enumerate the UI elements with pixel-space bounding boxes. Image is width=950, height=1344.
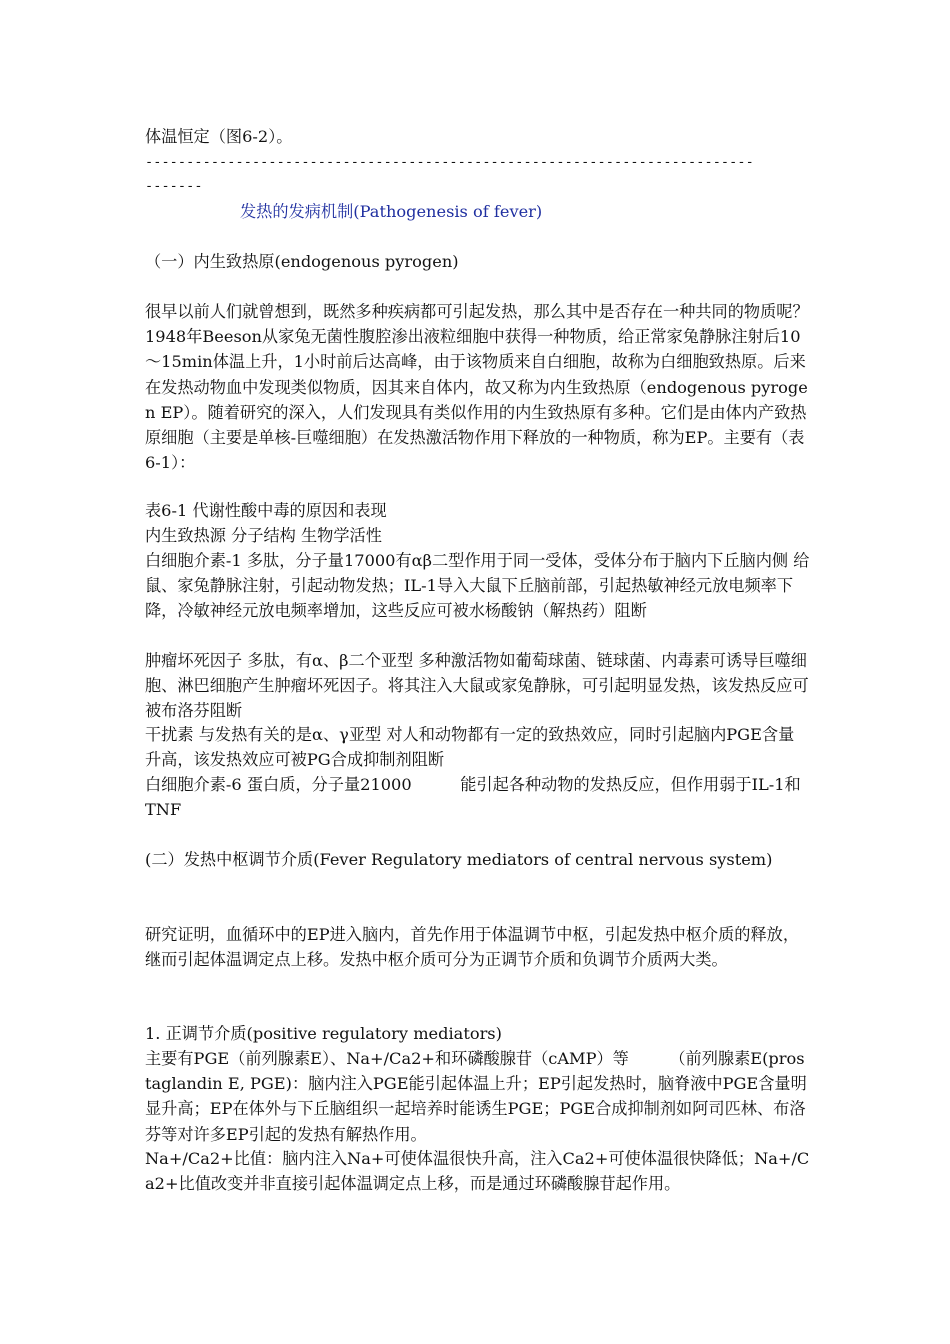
table-row-tnf: 肿瘤坏死因子 多肽，有α、β二个亚型 多种激活物如葡萄球菌、链球菌、内毒素可诱导巨噬细胞、淋巴细胞产生肿瘤坏死因子。将其注入大鼠或家兔静脉，可引起明显发热，该发热反应可被布洛芬阻断 (145, 651, 809, 721)
table-row-il6: 白细胞介素-6 蛋白质，分子量21000 能引起各种动物的发热反应，但作用弱于IL-1和TNF (145, 775, 801, 820)
heading-positive-mediators: 1. 正调节介质(positive regulatory mediators) (145, 1024, 502, 1043)
paragraph-na-ca-ratio: Na+/Ca2+比值：脑内注入Na+可使体温很快升高，注入Ca2+可使体温很快降低；Na+/Ca2+比值改变并非直接引起体温调定点上移，而是通过环磷酸腺苷起作用。 (145, 1149, 810, 1194)
heading-endogenous-pyrogen: （一）内生致热原(endogenous pyrogen) (145, 252, 459, 271)
separator-line: -------------------------------------------------------------------------- (145, 154, 754, 170)
section-title-link[interactable]: 发热的发病机制(Pathogenesis of fever) (240, 202, 543, 221)
table-row-ifn: 干扰素 与发热有关的是α、γ亚型 对人和动物都有一定的致热效应，同时引起脑内PGE含量升高，该发热效应可被PG合成抑制剂阻断 (145, 725, 795, 770)
separator-line-continued: ------- (145, 178, 203, 194)
paragraph-pge: 主要有PGE（前列腺素E）、Na+/Ca2+和环磷酸腺苷（cAMP）等 （前列腺素E(prostaglandin E, PGE)：脑内注入PGE能引起体温上升；EP引起发热时，脑脊液中PGE含量明显升高；EP在体外与下丘脑组织一起培养时能诱生PGE；PGE合成抑制剂如阿司匹林、布洛芬等对许多EP引起的发热有解热作用。 (145, 1049, 807, 1144)
paragraph-pyrogen-history: 很早以前人们就曾想到，既然多种疾病都可引起发热，那么其中是否存在一种共同的物质呢？1948年Beeson从家兔无菌性腹腔渗出液粒细胞中获得一种物质，给正常家兔静脉注射后10～15min体温上升，1小时前后达高峰，由于该物质来自白细胞，故称为白细胞致热原。后来在发热动物血中发现类似物质，因其来自体内，故又称为内生致热原（endogenous pyrogen EP）。随着研究的深入，人们发现具有类似作用的内生致热原有多种。它们是由体内产致热原细胞（主要是单核-巨噬细胞）在发热激活物作用下释放的一种物质，称为EP。主要有（表6-1）： (145, 302, 809, 473)
paragraph-central-mediators: 研究证明，血循环中的EP进入脑内，首先作用于体温调节中枢，引起发热中枢介质的释放，继而引起体温调定点上移。发热中枢介质可分为正调节介质和负调节介质两大类。 (145, 925, 800, 970)
table-row-il1: 白细胞介素-1 多肽，分子量17000有αβ二型作用于同一受体，受体分布于脑内下丘脑内侧 给鼠、家兔静脉注射，引起动物发热；IL-1导入大鼠下丘脑前部，引起热敏神经元放电频率下降，冷敏神经元放电频率增加，这些反应可被水杨酸钠（解热药）阻断 (145, 551, 810, 621)
table-caption: 表6-1 代谢性酸中毒的原因和表现 (145, 501, 387, 520)
heading-central-mediators: (二）发热中枢调节介质(Fever Regulatory mediators of central nervous system) (145, 850, 773, 869)
intro-end-text: 体温恒定（图6-2）。 (145, 127, 293, 146)
table-header: 内生致热源 分子结构 生物学活性 (145, 526, 382, 545)
